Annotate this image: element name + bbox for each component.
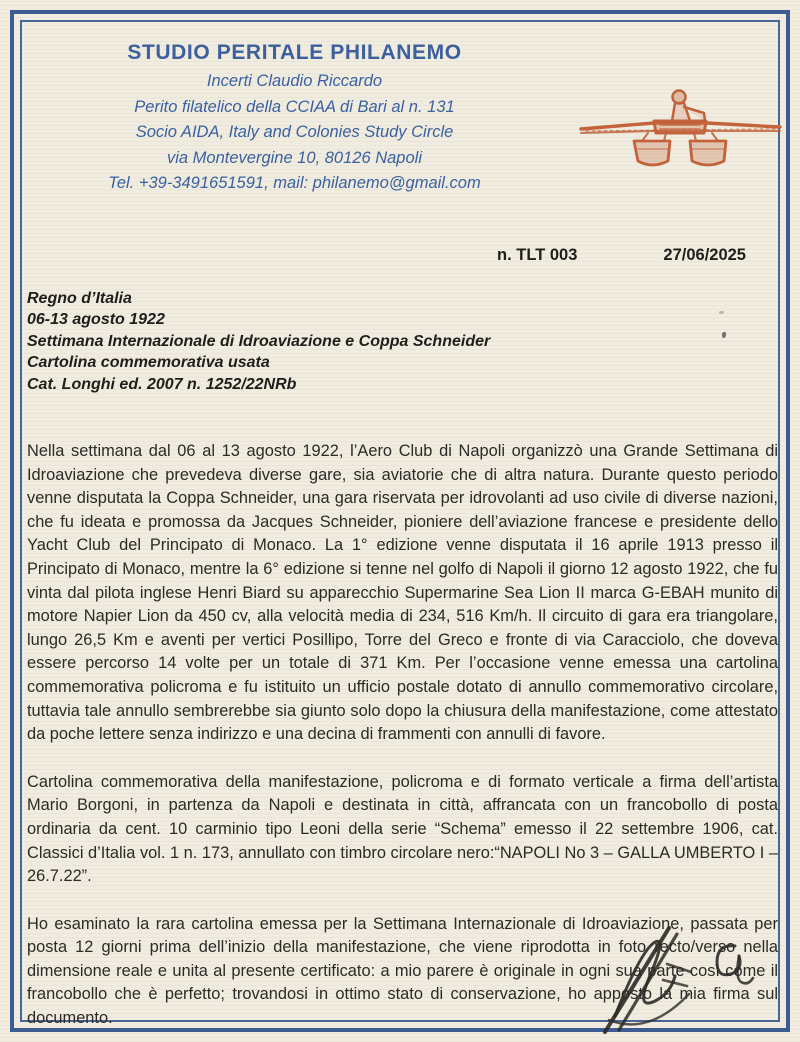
subject-country: Regno d’Italia [27,289,132,307]
subject-event: Settimana Internazionale di Idroaviazione e Coppa Schneider [27,332,491,350]
paragraph-description: Cartolina commemorativa della manifestazione, policroma e di formato verticale a firma dell’artista Mario Borgoni, in partenza da Napoli e destinata in città, affrancata con un francobollo di posta ordinaria da cent. 10 carminio tipo Leoni della serie “Schema” emesso il 22 settembre 1906, cat. Classici d’Italia vol. 1 n. 173, annullato con timbro circolare nero:“NAPOLI No 3 – GALLA UMBERTO I – 26.7.22”. [27,772,778,886]
expert-credential: Perito filatelico della CCIAA di Bari al n. 131 [134,97,455,116]
address: via Montevergine 10, 80126 Napoli [166,148,422,167]
handwritten-signature [597,920,762,1038]
letterhead-text [27,41,562,197]
paragraph-history: Nella settimana dal 06 al 13 agosto 1922, l’Aero Club di Napoli organizzò una Grande Settimana di Idroaviazione che prevedeva diverse gare, sia aviatorie che di altra natura. Durante questo periodo venne disputata la Coppa Schneider, una gara riservata per idrovolanti ad uso civile di diverse nazioni, che fu ideata e promossa da Jacques Schneider, pioniere dell’aviazione francese e presidente dello Yacht Club del Principato di Monaco. La 1° edizione venne disputata il 16 aprile 1913 presso il Principato di Monaco, mentre la 6° edizione si tenne nel golfo di Napoli il giorno 12 agosto 1922, che fu vinta dal pilota inglese Henri Biard su apparecchio Supermarine Sea Lion II marca G-EBAH munito di motore Napier Lion da 450 cv, alla velocità media di 234, 516 Km/h. Il circuito di gara era triangolare, lungo 26,5 Km e aventi per vertici Posillipo, Torre del Greco e fronte di via Caracciolo, che doveva essere percorso 14 volte per un totale di 371 Km. Per l’occasione venne emessa una cartolina commemorativa policroma e fu istituito un ufficio postale dotato di annullo commemorativo circolare, tuttavia tale annullo sembrerebbe sia giunto solo dopo la chiusura della manifestazione, come attestato da poche lettere senza indirizzo e una decina di frammenti con annulli di favore. [27,442,778,744]
letterhead [27,41,778,197]
certificate-date: 27/06/2025 [663,245,746,264]
phone-email: Tel. +39-3491651591, mail: philanemo@gmail.com [108,174,481,192]
seaplane-logo-icon [578,63,783,198]
subject-dates: 06-13 agosto 1922 [27,311,165,328]
contact-block [27,69,562,197]
subject-item: Cartolina commemorativa usata [27,354,270,371]
expert-name: Incerti Claudio Riccardo [206,72,383,90]
studio-title: STUDIO PERITALE PHILANEMO [127,41,462,64]
subject-block [27,288,778,396]
certificate-number: n. TLT 003 [497,245,578,264]
subject-catalog: Cat. Longhi ed. 2007 n. 1252/22NRb [27,375,297,393]
reference-row [27,246,778,265]
paragraph-opinion: Ho esaminato la rara cartolina emessa per la Settimana Internazionale di Idroaviazione, passata per posta 12 giorni prima dell’inizio della manifestazione, che viene riprodotta in foto recto/verso nella dimensione reale e unita al presente certificato: a mio parere è originale in ogni sua parte così come il francobollo che è perfetto; trovandosi in ottimo stato di conservazione, ho apposto la mia firma sul documento. [27,914,778,1028]
certificate-content [27,22,778,1028]
memberships: Socio AIDA, Italy and Colonies Study Circle [135,123,454,141]
